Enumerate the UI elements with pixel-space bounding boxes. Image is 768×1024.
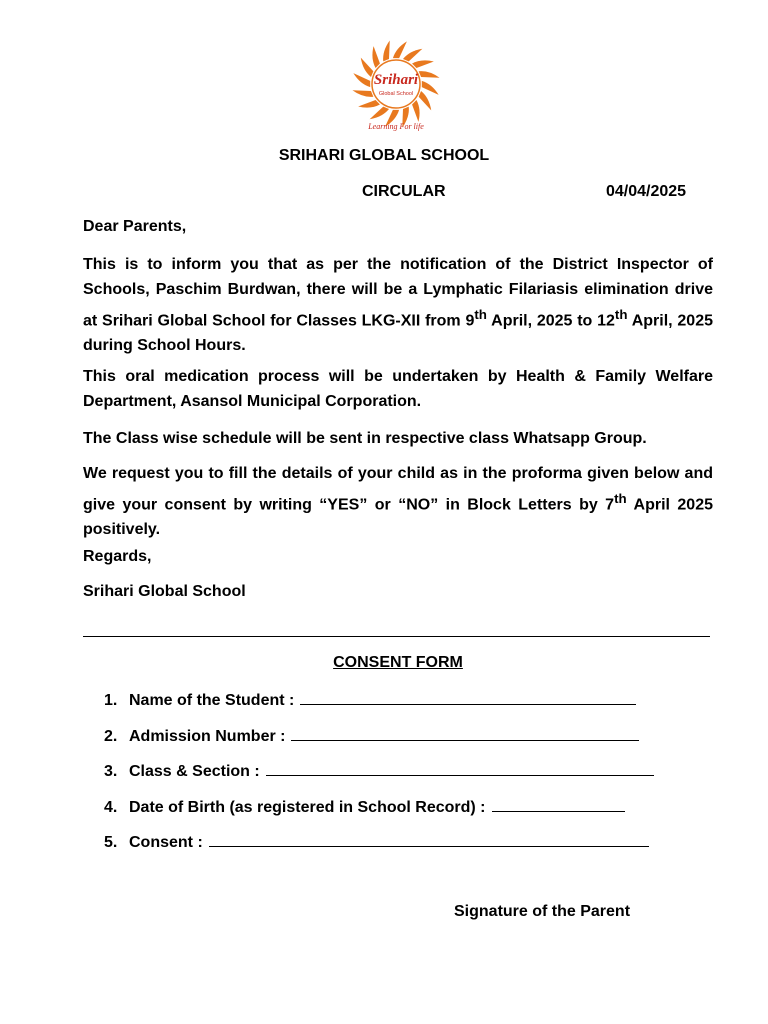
field-admission-number [104, 726, 639, 746]
paragraph-notice-text-a: This is to inform you that as per the notification of the District Inspector of Schools, Paschim Burdwan, there will be a Lymphatic Filariasis elimination drive at Srihari Global School for Classes LKG-XII from 9 [83, 256, 713, 330]
sun-ray [352, 90, 373, 97]
sun-ray [412, 60, 434, 68]
logo-tagline: Learning For life [368, 122, 424, 131]
ordinal-suffix: th [474, 307, 487, 322]
sun-ray [370, 107, 389, 120]
paragraph-notice [83, 252, 713, 358]
paragraph-request [83, 461, 713, 542]
field-label: Name of the Student : [129, 692, 295, 709]
sun-ray [353, 73, 370, 87]
circular-date: 04/04/2025 [606, 183, 687, 200]
paragraph-medication: This oral medication process will be undertaken by Health & Family Welfare Department, Asansol Municipal Corporation. [83, 368, 713, 410]
sun-ray [372, 46, 380, 68]
paragraph-request-text-a: We request you to fill the details of your child as in the proforma given below and give your consent by writing “YES” or “NO” in Block Letters by 7 [83, 465, 713, 514]
parent-signature-label: Signature of the Parent [454, 903, 631, 920]
paragraph-notice-text-c: April, 2025 during School Hours. [83, 312, 713, 355]
field-number: 2. [104, 728, 118, 745]
student-name-blank[interactable] [300, 690, 636, 705]
sun-ray [383, 40, 390, 61]
logo-brand: Srihari [373, 72, 419, 88]
salutation: Dear Parents, [83, 218, 187, 235]
closing-regards: Regards, [83, 548, 152, 565]
admission-number-blank[interactable] [291, 726, 639, 741]
page-title: SRIHARI GLOBAL SCHOOL [278, 147, 490, 164]
paragraph-request-text-b: April 2025 positively. [83, 496, 713, 539]
divider [83, 636, 710, 637]
field-number: 5. [104, 834, 118, 851]
ordinal-suffix: th [614, 307, 628, 322]
ordinal-suffix: th [614, 491, 627, 506]
field-label: Consent : [129, 834, 203, 851]
sun-ray [419, 71, 440, 78]
circular-label: CIRCULAR [362, 183, 446, 200]
sun-ray [412, 100, 420, 122]
date-of-birth-blank[interactable] [492, 797, 625, 812]
sun-ray [393, 41, 407, 58]
field-number: 1. [104, 692, 118, 709]
field-date-of-birth [104, 797, 625, 817]
field-number: 4. [104, 799, 118, 816]
sun-ray [403, 49, 422, 62]
field-consent [104, 832, 649, 852]
paragraph-notice-text-b: April, 2025 to 12 [486, 312, 615, 330]
consent-form-title: CONSENT FORM [333, 654, 463, 671]
field-label: Admission Number : [129, 728, 286, 745]
sun-ray [422, 81, 439, 95]
field-label: Date of Birth (as registered in School Record) : [129, 799, 486, 816]
logo-subtitle: Global School [378, 91, 414, 97]
consent-blank[interactable] [209, 832, 649, 847]
paragraph-schedule: The Class wise schedule will be sent in respective class Whatsapp Group. [83, 430, 647, 447]
field-student-name [104, 690, 636, 710]
field-number: 3. [104, 763, 118, 780]
class-section-blank[interactable] [266, 761, 654, 776]
field-label: Class & Section : [129, 763, 260, 780]
sun-ray [358, 100, 380, 108]
sun-ray [419, 91, 432, 110]
closing-signoff: Srihari Global School [83, 583, 246, 600]
sun-ray [361, 58, 374, 77]
field-class-section [104, 761, 654, 781]
